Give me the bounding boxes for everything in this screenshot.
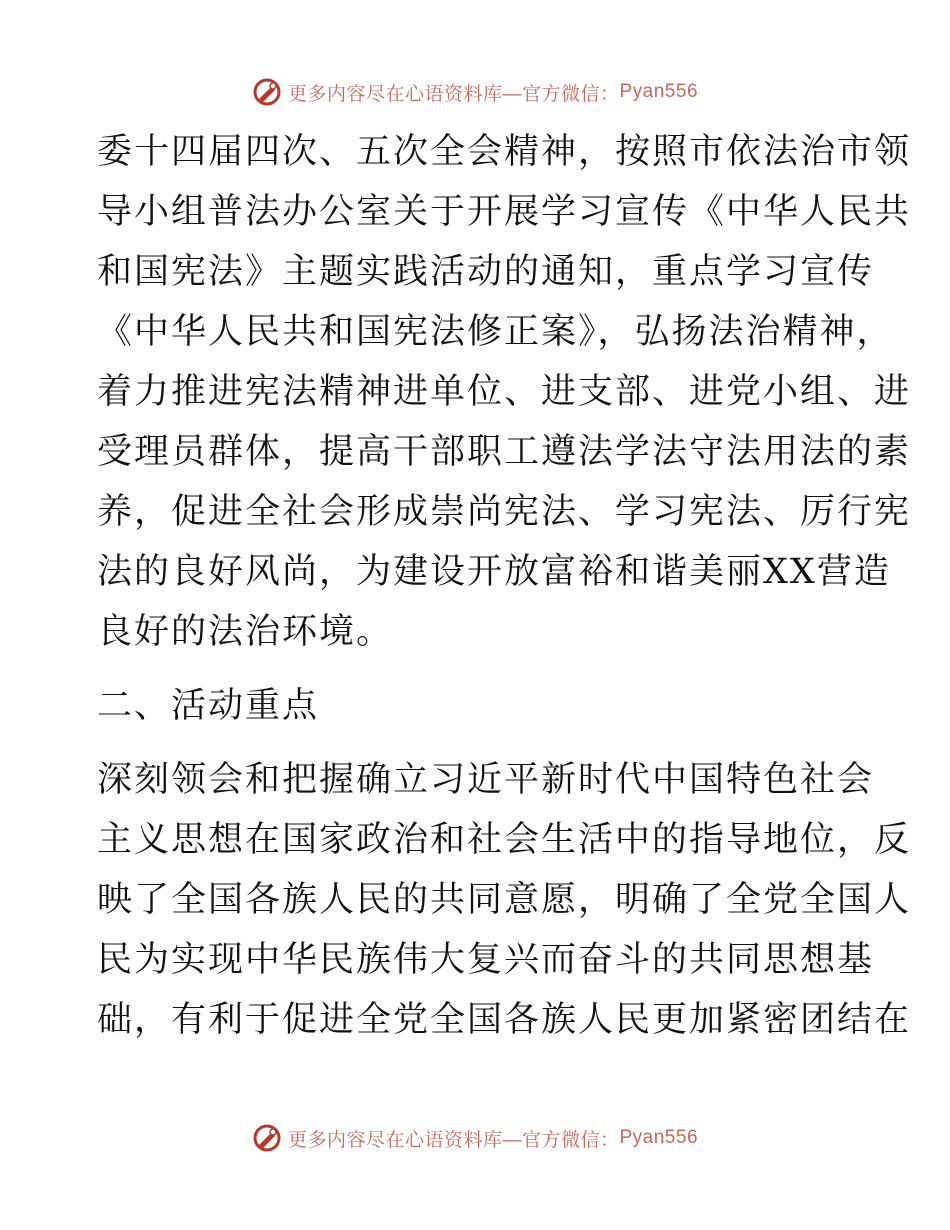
paragraph-1 [97, 122, 912, 662]
paragraph-2-line: 映了全国各族人民的共同意愿，明确了全党全国人 [97, 880, 912, 920]
document-body [97, 122, 912, 1050]
pen-nib-circle-icon [252, 1123, 282, 1153]
paragraph-1-line: 受理员群体，提高干部职工遵法学法守法用法的素 [97, 432, 912, 472]
paragraph-2-line: 民为实现中华民族伟大复兴而奋斗的共同思想基 [97, 940, 875, 980]
paragraph-1-line: 《中华人民共和国宪法修正案》，弘扬法治精神， [97, 312, 894, 352]
paragraph-2-line: 主义思想在国家政治和社会生活中的指导地位，反 [97, 820, 912, 860]
paragraph-1-line: 养，促进全社会形成崇尚宪法、学习宪法、厉行宪 [97, 492, 912, 532]
pen-nib-circle-icon [252, 77, 282, 107]
footer-banner-text: 更多内容尽在心语资料库—官方微信： [287, 1129, 620, 1151]
section-heading: 二、活动重点 [97, 686, 320, 726]
paragraph-1-line: 导小组普法办公室关于开展学习宣传《中华人民共 [97, 192, 912, 232]
header-banner-wechat-id: Pyan556 [619, 81, 699, 102]
paragraph-1-line: 着力推进宪法精神进单位、进支部、进党小组、进 [97, 372, 912, 412]
header-banner-text: 更多内容尽在心语资料库—官方微信： [287, 83, 620, 105]
paragraph-1-line: 良好的法治环境。 [97, 612, 394, 652]
header-banner [0, 70, 950, 114]
paragraph-2-line: 础，有利于促进全党全国各族人民更加紧密团结在 [97, 1000, 912, 1040]
footer-banner-wechat-id: Pyan556 [619, 1127, 699, 1148]
paragraph-1-line: 委十四届四次、五次全会精神，按照市依法治市领 [97, 132, 912, 172]
paragraph-1-line: 和国宪法》主题实践活动的通知，重点学习宣传 [97, 252, 875, 292]
paragraph-2-line: 深刻领会和把握确立习近平新时代中国特色社会 [97, 760, 875, 800]
footer-banner [0, 1116, 950, 1160]
paragraph-1-line: 法的良好风尚，为建设开放富裕和谐美丽XX营造 [97, 552, 891, 592]
paragraph-2 [97, 750, 912, 1050]
